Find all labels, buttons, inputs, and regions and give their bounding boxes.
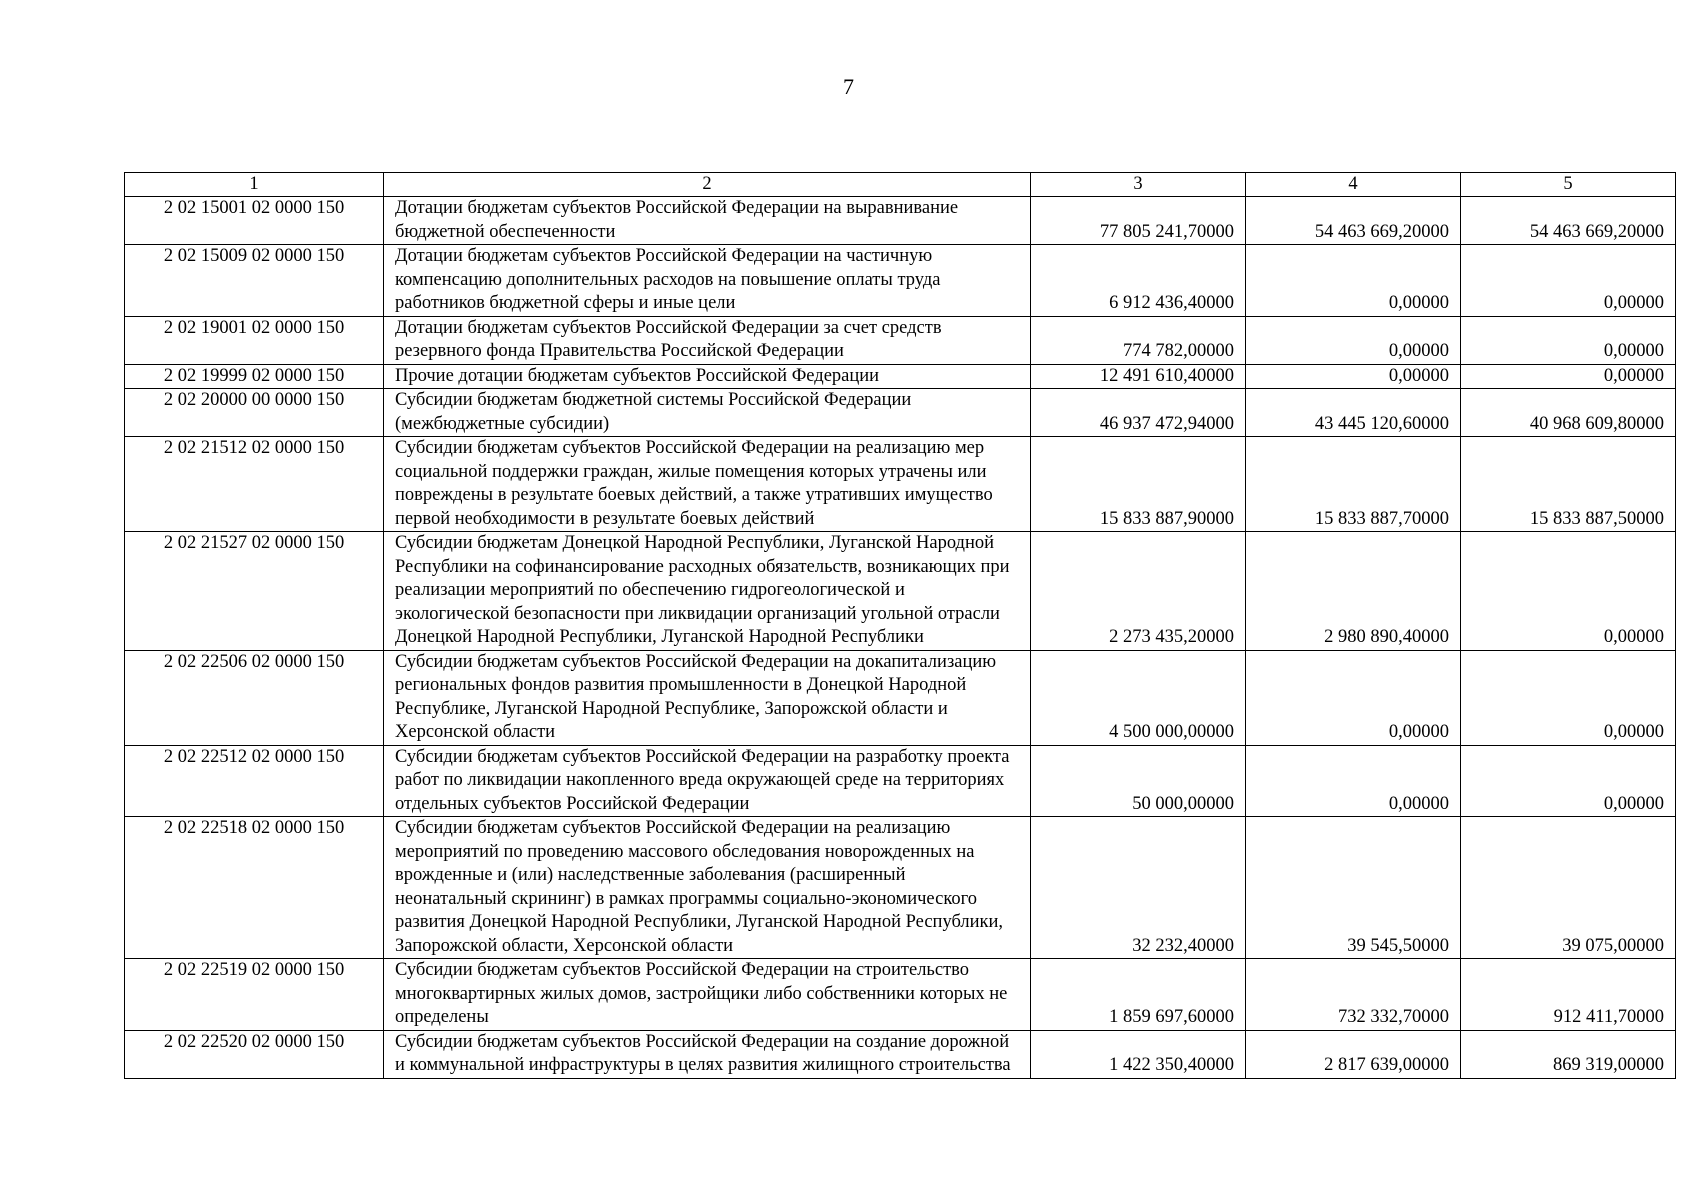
budget-code-cell: 2 02 19999 02 0000 150 — [125, 364, 384, 389]
table-row — [125, 532, 1676, 651]
amount-col5-cell: 869 319,00000 — [1461, 1030, 1676, 1078]
amount-col4-cell: 0,00000 — [1246, 650, 1461, 745]
amount-col4-cell: 54 463 669,20000 — [1246, 197, 1461, 245]
amount-col4-cell: 2 817 639,00000 — [1246, 1030, 1461, 1078]
column-header: 1 — [125, 173, 384, 197]
table-row — [125, 364, 1676, 389]
amount-col4-cell: 732 332,70000 — [1246, 959, 1461, 1031]
table-row — [125, 245, 1676, 317]
column-header: 4 — [1246, 173, 1461, 197]
budget-code-cell: 2 02 19001 02 0000 150 — [125, 316, 384, 364]
amount-col3-cell: 32 232,40000 — [1031, 817, 1246, 959]
amount-col5-cell: 0,00000 — [1461, 532, 1676, 651]
amount-col5-cell: 0,00000 — [1461, 316, 1676, 364]
amount-col3-cell: 50 000,00000 — [1031, 745, 1246, 817]
amount-col3-cell: 4 500 000,00000 — [1031, 650, 1246, 745]
description-cell: Субсидии бюджетам субъектов Российской Федерации на докапитализацию региональных фондов развития промышленности в Донецкой Народной Республике, Луганской Народной Республике, Запорожской области и Херсонской области — [384, 650, 1031, 745]
description-cell: Дотации бюджетам субъектов Российской Федерации на выравнивание бюджетной обеспеченности — [384, 197, 1031, 245]
amount-col5-cell: 40 968 609,80000 — [1461, 389, 1676, 437]
table-row — [125, 959, 1676, 1031]
budget-code-cell: 2 02 21527 02 0000 150 — [125, 532, 384, 651]
amount-col3-cell: 1 422 350,40000 — [1031, 1030, 1246, 1078]
description-cell: Дотации бюджетам субъектов Российской Федерации на частичную компенсацию дополнительных расходов на повышение оплаты труда работников бюджетной сферы и иные цели — [384, 245, 1031, 317]
description-cell: Дотации бюджетам субъектов Российской Федерации за счет средств резервного фонда Правительства Российской Федерации — [384, 316, 1031, 364]
table-row — [125, 197, 1676, 245]
amount-col4-cell: 0,00000 — [1246, 245, 1461, 317]
budget-code-cell: 2 02 20000 00 0000 150 — [125, 389, 384, 437]
description-cell: Субсидии бюджетам субъектов Российской Федерации на реализацию мер социальной поддержки граждан, жилые помещения которых утрачены или повреждены в результате боевых действий, а также утративших имущество первой необходимости в результате боевых действий — [384, 437, 1031, 532]
column-header: 5 — [1461, 173, 1676, 197]
amount-col3-cell: 774 782,00000 — [1031, 316, 1246, 364]
amount-col5-cell: 0,00000 — [1461, 245, 1676, 317]
amount-col3-cell: 46 937 472,94000 — [1031, 389, 1246, 437]
budget-code-cell: 2 02 15001 02 0000 150 — [125, 197, 384, 245]
description-cell: Субсидии бюджетам субъектов Российской Федерации на реализацию мероприятий по проведению массового обследования новорожденных на врожденные и (или) наследственные заболевания (расширенный неонатальный скрининг) в рамках программы социально-экономического развития Донецкой Народной Республики, Луганской Народной Республики, Запорожской области, Херсонской области — [384, 817, 1031, 959]
description-cell: Субсидии бюджетам субъектов Российской Федерации на строительство многоквартирных жилых домов, застройщики либо собственники которых не определены — [384, 959, 1031, 1031]
amount-col3-cell: 12 491 610,40000 — [1031, 364, 1246, 389]
amount-col4-cell: 43 445 120,60000 — [1246, 389, 1461, 437]
amount-col5-cell: 0,00000 — [1461, 364, 1676, 389]
amount-col4-cell: 2 980 890,40000 — [1246, 532, 1461, 651]
column-header: 2 — [384, 173, 1031, 197]
description-cell: Субсидии бюджетам бюджетной системы Российской Федерации (межбюджетные субсидии) — [384, 389, 1031, 437]
amount-col3-cell: 2 273 435,20000 — [1031, 532, 1246, 651]
table-row — [125, 437, 1676, 532]
budget-code-cell: 2 02 22519 02 0000 150 — [125, 959, 384, 1031]
table-row — [125, 316, 1676, 364]
budget-code-cell: 2 02 22520 02 0000 150 — [125, 1030, 384, 1078]
description-cell: Субсидии бюджетам субъектов Российской Федерации на создание дорожной и коммунальной инфраструктуры в целях развития жилищного строительства — [384, 1030, 1031, 1078]
amount-col5-cell: 912 411,70000 — [1461, 959, 1676, 1031]
amount-col5-cell: 0,00000 — [1461, 650, 1676, 745]
page-number: 7 — [843, 74, 854, 99]
amount-col5-cell: 15 833 887,50000 — [1461, 437, 1676, 532]
table-row — [125, 1030, 1676, 1078]
table-header-row — [125, 173, 1676, 197]
amount-col3-cell: 1 859 697,60000 — [1031, 959, 1246, 1031]
amount-col3-cell: 77 805 241,70000 — [1031, 197, 1246, 245]
table-row — [125, 745, 1676, 817]
amount-col4-cell: 0,00000 — [1246, 745, 1461, 817]
budget-revenue-table — [124, 172, 1676, 1079]
budget-code-cell: 2 02 21512 02 0000 150 — [125, 437, 384, 532]
table-row — [125, 389, 1676, 437]
amount-col5-cell: 0,00000 — [1461, 745, 1676, 817]
amount-col3-cell: 6 912 436,40000 — [1031, 245, 1246, 317]
budget-code-cell: 2 02 22506 02 0000 150 — [125, 650, 384, 745]
amount-col5-cell: 39 075,00000 — [1461, 817, 1676, 959]
amount-col4-cell: 15 833 887,70000 — [1246, 437, 1461, 532]
budget-code-cell: 2 02 15009 02 0000 150 — [125, 245, 384, 317]
amount-col5-cell: 54 463 669,20000 — [1461, 197, 1676, 245]
column-header: 3 — [1031, 173, 1246, 197]
budget-code-cell: 2 02 22512 02 0000 150 — [125, 745, 384, 817]
amount-col4-cell: 0,00000 — [1246, 364, 1461, 389]
table-row — [125, 817, 1676, 959]
description-cell: Субсидии бюджетам субъектов Российской Федерации на разработку проекта работ по ликвидации накопленного вреда окружающей среде на территориях отдельных субъектов Российской Федерации — [384, 745, 1031, 817]
table-row — [125, 650, 1676, 745]
amount-col3-cell: 15 833 887,90000 — [1031, 437, 1246, 532]
amount-col4-cell: 0,00000 — [1246, 316, 1461, 364]
amount-col4-cell: 39 545,50000 — [1246, 817, 1461, 959]
description-cell: Прочие дотации бюджетам субъектов Российской Федерации — [384, 364, 1031, 389]
budget-code-cell: 2 02 22518 02 0000 150 — [125, 817, 384, 959]
description-cell: Субсидии бюджетам Донецкой Народной Республики, Луганской Народной Республики на софинансирование расходных обязательств, возникающих при реализации мероприятий по обеспечению гидрогеологической и экологической безопасности при ликвидации организаций угольной отрасли Донецкой Народной Республики, Луганской Народной Республики — [384, 532, 1031, 651]
